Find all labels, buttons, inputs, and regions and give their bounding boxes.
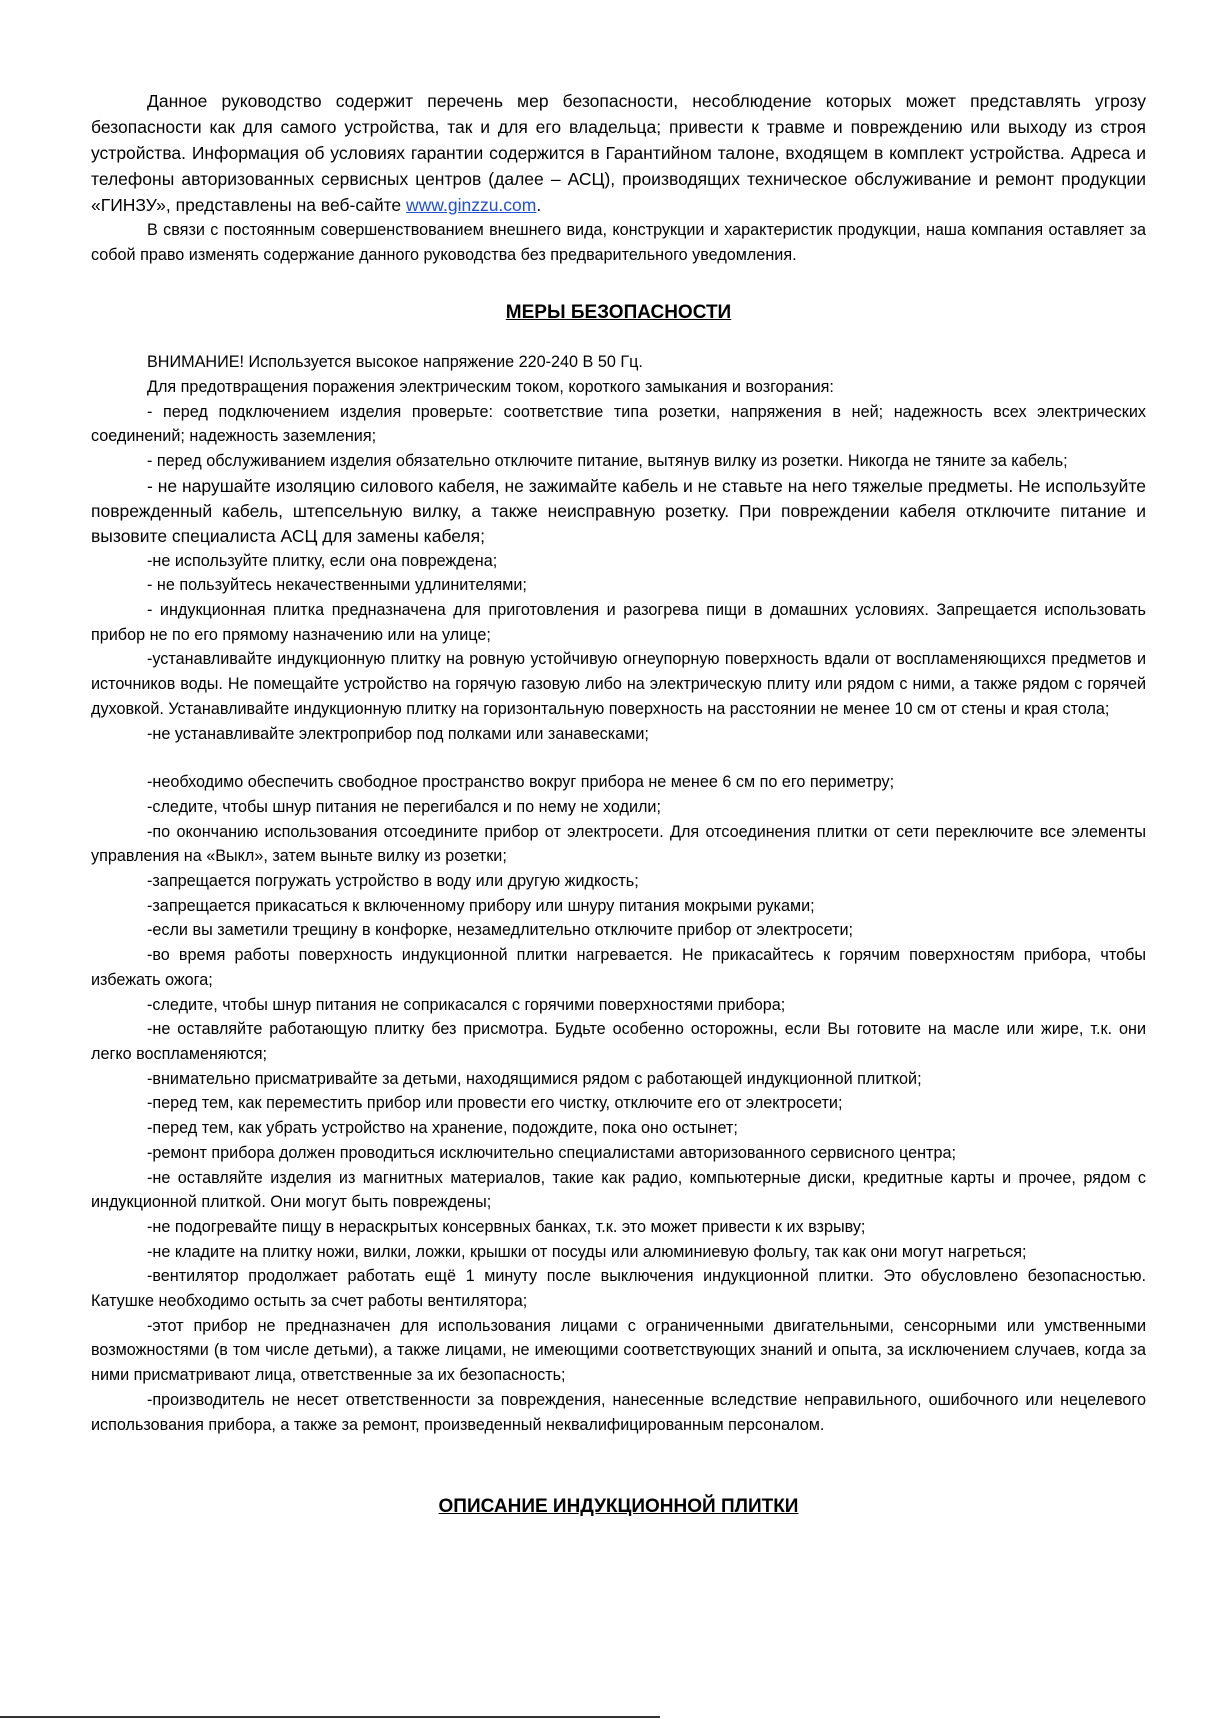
safety-item: -не кладите на плитку ножи, вилки, ложки, крышки от посуды или алюминиевую фольгу, так как они могут нагреться; xyxy=(147,1242,1027,1261)
safety-item: -запрещается прикасаться к включенному прибору или шнуру питания мокрыми руками; xyxy=(147,896,815,915)
safety-item: -не устанавливайте электроприбор под полками или занавесками; xyxy=(147,724,649,743)
intro-paragraph-1-end: . xyxy=(536,195,542,215)
safety-item: -следите, чтобы шнур питания не соприкасался с горячими поверхностями прибора; xyxy=(147,995,786,1014)
safety-item: -перед тем, как переместить прибор или провести его чистку, отключите его от электросети; xyxy=(147,1094,843,1113)
safety-item: -необходимо обеспечить свободное пространство вокруг прибора не менее 6 см по его периметру; xyxy=(147,773,895,792)
section-title-safety: МЕРЫ БЕЗОПАСНОСТИ xyxy=(505,302,732,324)
safety-item: -этот прибор не предназначен для использования лицами с ограниченными двигательными, сенсорными или умственными возможностями (в том числе детьми), а также лицами, не имеющими соответствующих знаний и опыта, за исключением случаев, когда за ними присматривают лица, ответственные за их безопасность; xyxy=(91,1316,1146,1385)
safety-item: -перед тем, как убрать устройство на хранение, подождите, пока оно остынет; xyxy=(147,1119,738,1138)
safety-item-warning: ВНИМАНИЕ! Используется высокое напряжение 220-240 В 50 Гц. xyxy=(147,353,643,372)
safety-item: -во время работы поверхность индукционной плитки нагревается. Не прикасайтесь к горячим поверхностям прибора, чтобы избежать ожога; xyxy=(91,946,1146,989)
safety-item: -производитель не несет ответственности за повреждения, нанесенные вследствие неправильного, ошибочного или нецелевого использования прибора, а также за ремонт, произведенный неквалифицированным персоналом. xyxy=(91,1390,1146,1434)
intro-paragraph-1-text: Данное руководство содержит перечень мер безопасности, несоблюдение которых может представлять угрозу безопасности как для самого устройства, так и для его владельца; привести к травме и повреждению или выходу из строя устройства. Информация об условиях гарантии содержится в Гарантийном талоне, входящем в комплект устройства. Адреса и телефоны авторизованных сервисных центров (далее – АСЦ), производящих техническое обслуживание и ремонт продукции «ГИНЗУ», представлены на веб-сайте xyxy=(91,91,1146,215)
safety-item: -если вы заметили трещину в конфорке, незамедлительно отключите прибор от электросети; xyxy=(147,921,854,940)
intro-paragraph-2: В связи с постоянным совершенствованием внешнего вида, конструкции и характеристик продукции, наша компания оставляет за собой право изменять содержание данного руководства без предварительного уведомления. xyxy=(91,221,1146,264)
blank-line xyxy=(91,746,1146,770)
safety-list xyxy=(91,350,1146,1437)
document-page xyxy=(91,88,1146,1520)
safety-item: -по окончанию использования отсоедините прибор от электросети. Для отсоединения плитки от сети переключите все элементы управления на «Выкл», затем выньте вилку из розетки; xyxy=(91,822,1146,866)
safety-item: -не подогревайте пищу в нераскрытых консервных банках, т.к. это может привести к их взрыву; xyxy=(147,1217,866,1236)
safety-item: - перед подключением изделия проверьте: соответствие типа розетки, напряжения в ней; надежность всех электрических соединений; надежность заземления; xyxy=(91,402,1146,446)
safety-item: -не используйте плитку, если она повреждена; xyxy=(147,551,498,570)
website-link[interactable]: www.ginzzu.com xyxy=(406,195,537,215)
safety-item: -следите, чтобы шнур питания не перегибался и по нему не ходили; xyxy=(147,797,661,816)
safety-item: -не оставляйте изделия из магнитных материалов, такие как радио, компьютерные диски, кредитные карты и прочее, рядом с индукционной плиткой. Они могут быть повреждены; xyxy=(91,1168,1146,1212)
safety-item: -внимательно присматривайте за детьми, находящимися рядом с работающей индукционной плиткой; xyxy=(147,1069,922,1088)
safety-item: -устанавливайте индукционную плитку на ровную устойчивую огнеупорную поверхность вдали от воспламеняющихся предметов и источников воды. Не помещайте устройство на горячую газовую либо на электрическую плиту или рядом с ними, а также рядом с горячей духовкой. Устанавливайте индукционную плитку на горизонтальную поверхность на расстоянии не менее 10 см от стены и края стола; xyxy=(91,650,1146,718)
safety-item: - не нарушайте изоляцию силового кабеля, не зажимайте кабель и не ставьте на него тяжелые предметы. Не используйте поврежденный кабель, штепсельную вилку, а также неисправную розетку. При повреждении кабеля отключите питание и вызовите специалиста АСЦ для замены кабеля; xyxy=(91,475,1146,546)
safety-item: - перед обслуживанием изделия обязательно отключите питание, вытянув вилку из розетки. Никогда не тяните за кабель; xyxy=(147,451,1068,470)
footer-divider xyxy=(0,1716,660,1718)
safety-item: -вентилятор продолжает работать ещё 1 минуту после выключения индукционной плитки. Это обусловлено безопасностью. Катушке необходимо остыть за счет работы вентилятора; xyxy=(91,1267,1146,1311)
safety-item: - не пользуйтесь некачественными удлинителями; xyxy=(147,576,527,595)
safety-item: -запрещается погружать устройство в воду или другую жидкость; xyxy=(147,872,639,891)
intro-paragraph-1 xyxy=(91,88,1146,218)
section-title-description: ОПИСАНИЕ ИНДУКЦИОННОЙ ПЛИТКИ xyxy=(438,1496,799,1518)
safety-item: - индукционная плитка предназначена для приготовления и разогрева пищи в домашних условиях. Запрещается использовать прибор не по его прямому назначению или на улице; xyxy=(91,601,1146,644)
safety-item-intro: Для предотвращения поражения электрическим током, короткого замыкания и возгорания: xyxy=(147,377,834,396)
safety-item: -не оставляйте работающую плитку без присмотра. Будьте особенно осторожны, если Вы готовите на масле или жире, т.к. они легко воспламеняются; xyxy=(91,1020,1146,1063)
intro-section xyxy=(91,88,1146,267)
safety-item: -ремонт прибора должен проводиться исключительно специалистами авторизованного сервисного центра; xyxy=(147,1143,956,1162)
